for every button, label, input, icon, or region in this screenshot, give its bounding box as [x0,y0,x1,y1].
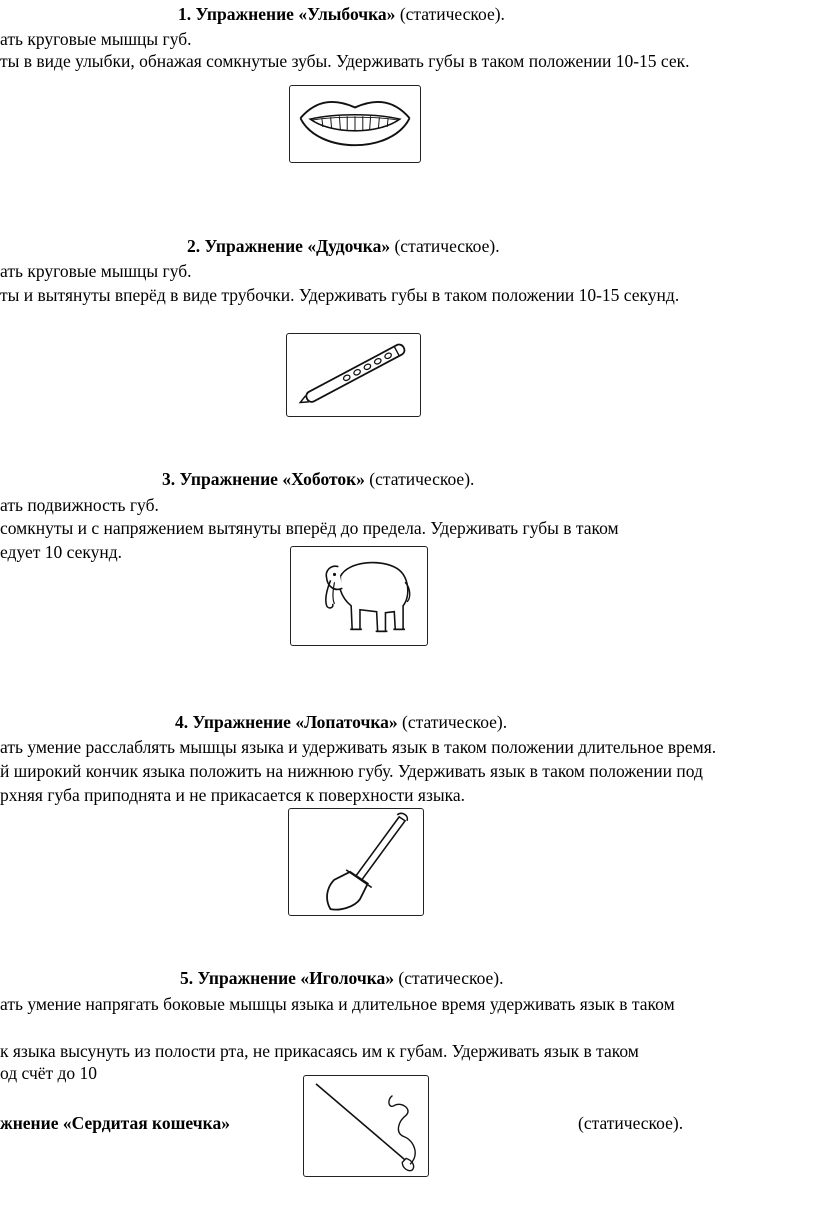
exercise-1-image [289,85,421,163]
needle-thread-icon [304,1076,428,1176]
exercise-4-goal: ать умение расслаблять мышцы языка и удерживать язык в таком положении длительное время. [0,737,717,757]
exercise-2-title-rest: (статическое). [390,236,500,256]
exercise-3-image [290,546,428,646]
exercise-1-description: ты в виде улыбки, обнажая сомкнутые зубы. Удерживать губы в таком положении 10-15 сек. [0,51,690,71]
exercise-5-title [180,967,504,989]
exercise-4-image [288,808,424,916]
exercise-3-title [162,468,474,490]
exercise-3-goal: ать подвижность губ. [0,495,159,515]
exercise-2-title-bold: 2. Упражнение «Дудочка» [187,236,391,256]
exercise-2-description: ты и вытянуты вперёд в виде трубочки. Удерживать губы в таком положении 10-15 секунд. [0,285,680,305]
exercise-2-title [187,235,500,257]
exercise-4-description-1: й широкий кончик языка положить на нижнюю губу. Удерживать язык в таком положении под [0,761,703,781]
exercise-4-title-bold: 4. Упражнение «Лопаточка» [175,712,398,732]
flute-icon [287,334,420,416]
exercise-5-description-1: к языка высунуть из полости рта, не прикасаясь им к губам. Удерживать язык в таком [0,1041,639,1061]
exercise-6-title-bold: жнение «Сердитая кошечка» [0,1113,230,1133]
exercise-1-title-rest: (статическое). [395,4,505,24]
exercise-4-title-rest: (статическое). [397,712,508,732]
exercise-5-goal: ать умение напрягать боковые мышцы языка и длительное время удерживать язык в таком [0,994,675,1014]
exercise-3-title-bold: 3. Упражнение «Хоботок» [162,469,365,489]
exercise-3-description-1: сомкнуты и с напряжением вытянуты вперёд до предела. Удерживать губы в таком [0,518,619,538]
exercise-5-title-rest: (статическое). [394,968,504,988]
exercise-5-title-bold: 5. Упражнение «Иголочка» [180,968,395,988]
exercise-3-title-rest: (статическое). [364,469,475,489]
exercise-1-title [178,3,505,25]
exercise-2-image [286,333,421,417]
exercise-4-title [175,711,507,733]
exercise-6-title [0,1112,230,1134]
exercise-1-goal: ать круговые мышцы губ. [0,29,192,49]
exercise-6-title-rest: (статическое). [578,1113,684,1133]
smile-lips-icon [290,86,420,162]
exercise-5-description-2: од счёт до 10 [0,1063,98,1083]
shovel-icon [289,809,423,915]
exercise-5-image [303,1075,429,1177]
exercise-4-description-2: рхняя губа приподнята и не прикасается к поверхности языка. [0,785,466,805]
exercise-1-title-bold: 1. Упражнение «Улыбочка» [178,4,396,24]
exercise-3-description-2: едует 10 секунд. [0,542,123,562]
elephant-icon [291,547,427,645]
exercise-2-goal: ать круговые мышцы губ. [0,261,192,281]
